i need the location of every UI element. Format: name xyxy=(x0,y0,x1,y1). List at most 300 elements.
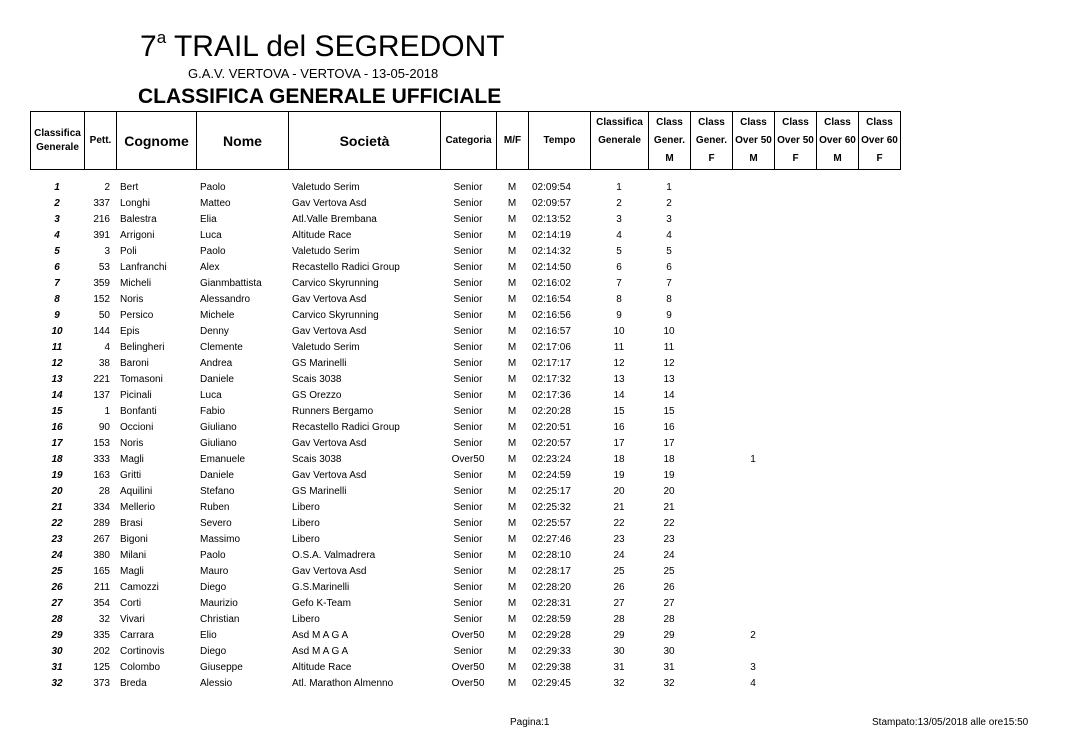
cell-time: 02:17:06 xyxy=(532,342,571,353)
cell-club: GS Marinelli xyxy=(292,358,347,369)
cell-bib: 50 xyxy=(98,310,110,321)
cell-o60-m xyxy=(816,548,858,564)
cell-name: Diego xyxy=(200,646,227,657)
cell-o50-m: 4 xyxy=(750,678,756,689)
cell-name: Andrea xyxy=(200,358,233,369)
cell-sex: M xyxy=(507,550,517,561)
cell-category: Senior xyxy=(453,390,483,401)
cell-club: Altitude Race xyxy=(292,230,352,241)
cell-sex: M xyxy=(507,502,517,513)
cell-category: Over50 xyxy=(451,630,485,641)
cell-o50-f xyxy=(774,436,816,452)
cell-name: Alessio xyxy=(200,678,233,689)
cell-o60-m xyxy=(816,596,858,612)
cell-category: Over50 xyxy=(451,678,485,689)
cell-bib: 333 xyxy=(93,454,110,465)
cell-pos: 24 xyxy=(51,550,63,561)
cell-club: O.S.A. Valmadrera xyxy=(292,550,376,561)
cell-bib: 32 xyxy=(98,614,110,625)
cell-overall: 32 xyxy=(613,678,625,689)
cell-o60-m xyxy=(816,196,858,212)
cell-gen-m: 27 xyxy=(663,598,675,609)
cell-time: 02:20:51 xyxy=(532,422,571,433)
cell-sex: M xyxy=(507,262,517,273)
cell-time: 02:28:31 xyxy=(532,598,571,609)
cell-time: 02:29:33 xyxy=(532,646,571,657)
cell-o60-m xyxy=(816,612,858,628)
cell-gen-m: 20 xyxy=(663,486,675,497)
cell-gen-m: 12 xyxy=(663,358,675,369)
cell-gen-f xyxy=(690,196,732,212)
cell-category: Senior xyxy=(453,342,483,353)
cell-bib: 211 xyxy=(94,582,110,593)
cell-gen-f xyxy=(690,420,732,436)
cell-sex: M xyxy=(507,534,517,545)
cell-category: Senior xyxy=(453,502,483,513)
cell-gen-f xyxy=(690,340,732,356)
cell-gen-m: 8 xyxy=(666,294,672,305)
cell-surname: Balestra xyxy=(120,214,157,225)
cell-o60-f xyxy=(858,324,900,340)
cell-o50-f xyxy=(774,196,816,212)
cell-pos: 8 xyxy=(54,294,60,305)
cell-pos: 2 xyxy=(54,198,60,209)
cell-surname: Bert xyxy=(120,182,139,193)
table-row xyxy=(30,612,900,628)
cell-overall: 31 xyxy=(613,662,625,673)
cell-o60-f xyxy=(858,180,900,196)
cell-pos: 19 xyxy=(51,470,63,481)
cell-category: Senior xyxy=(453,646,483,657)
cell-o50-f xyxy=(774,596,816,612)
cell-club: Recastello Radici Group xyxy=(292,422,400,433)
cell-pos: 10 xyxy=(51,326,63,337)
cell-time: 02:13:52 xyxy=(532,214,571,225)
cell-o50-f xyxy=(774,660,816,676)
results-table xyxy=(30,180,900,692)
cell-sex: M xyxy=(507,246,517,257)
cell-o60-m xyxy=(816,564,858,580)
cell-gen-f xyxy=(690,244,732,260)
cell-o50-f xyxy=(774,564,816,580)
cell-category: Senior xyxy=(453,294,483,305)
cell-o60-m xyxy=(816,372,858,388)
cell-o60-m xyxy=(816,212,858,228)
cell-gen-f xyxy=(690,356,732,372)
cell-gen-m: 19 xyxy=(663,470,675,481)
cell-o50-m xyxy=(732,180,774,196)
col-gen-f: Class Gener. F xyxy=(691,112,733,170)
cell-bib: 163 xyxy=(93,470,110,481)
cell-o60-f xyxy=(858,564,900,580)
cell-surname: Magli xyxy=(120,566,144,577)
cell-pos: 27 xyxy=(51,598,63,609)
cell-overall: 2 xyxy=(616,198,622,209)
cell-bib: 289 xyxy=(93,518,110,529)
cell-bib: 334 xyxy=(93,502,110,513)
cell-gen-f xyxy=(690,628,732,644)
table-row xyxy=(30,500,900,516)
cell-name: Gianmbattista xyxy=(200,278,262,289)
cell-surname: Occioni xyxy=(120,422,154,433)
cell-gen-m: 3 xyxy=(666,214,672,225)
cell-o50-m xyxy=(732,436,774,452)
cell-pos: 29 xyxy=(51,630,63,641)
cell-o60-m xyxy=(816,676,858,692)
cell-o50-m xyxy=(732,196,774,212)
cell-gen-f xyxy=(690,532,732,548)
cell-surname: Tomasoni xyxy=(120,374,163,385)
cell-overall: 5 xyxy=(616,246,622,257)
cell-category: Senior xyxy=(453,406,483,417)
cell-sex: M xyxy=(507,422,517,433)
cell-time: 02:29:28 xyxy=(532,630,571,641)
cell-club: Gefo K-Team xyxy=(292,598,351,609)
cell-gen-m: 17 xyxy=(663,438,675,449)
cell-gen-m: 28 xyxy=(663,614,675,625)
cell-gen-f xyxy=(690,660,732,676)
table-row xyxy=(30,676,900,692)
col-gen-m: Class Gener. M xyxy=(649,112,691,170)
cell-o60-f xyxy=(858,228,900,244)
cell-o50-m xyxy=(732,516,774,532)
cell-o60-m xyxy=(816,500,858,516)
cell-bib: 335 xyxy=(93,630,110,641)
cell-name: Fabio xyxy=(200,406,226,417)
cell-name: Diego xyxy=(200,582,227,593)
cell-overall: 9 xyxy=(616,310,622,321)
cell-surname: Camozzi xyxy=(120,582,159,593)
cell-gen-m: 23 xyxy=(663,534,675,545)
cell-o60-f xyxy=(858,308,900,324)
cell-category: Senior xyxy=(453,614,483,625)
cell-gen-m: 11 xyxy=(663,342,675,353)
event-subtitle: G.A.V. VERTOVA - VERTOVA - 13-05-2018 xyxy=(188,66,439,81)
table-row xyxy=(30,420,900,436)
cell-time: 02:25:17 xyxy=(532,486,571,497)
cell-sex: M xyxy=(507,182,517,193)
col-pos: Classifica Generale xyxy=(31,112,85,170)
cell-o50-f xyxy=(774,340,816,356)
cell-club: Atl.Valle Brembana xyxy=(292,214,377,225)
cell-club: GS Marinelli xyxy=(292,486,347,497)
cell-club: Gav Vertova Asd xyxy=(292,326,367,337)
cell-pos: 6 xyxy=(54,262,60,273)
cell-name: Daniele xyxy=(200,470,234,481)
cell-time: 02:23:24 xyxy=(532,454,571,465)
cell-club: G.S.Marinelli xyxy=(292,582,350,593)
cell-category: Senior xyxy=(453,518,483,529)
cell-o60-f xyxy=(858,628,900,644)
cell-o50-m xyxy=(732,212,774,228)
cell-o60-f xyxy=(858,388,900,404)
cell-o60-m xyxy=(816,484,858,500)
cell-overall: 4 xyxy=(616,230,622,241)
table-row xyxy=(30,644,900,660)
table-row xyxy=(30,532,900,548)
table-row xyxy=(30,660,900,676)
cell-name: Elio xyxy=(200,630,217,641)
cell-category: Senior xyxy=(453,374,483,385)
cell-bib: 152 xyxy=(93,294,110,305)
table-row xyxy=(30,388,900,404)
cell-bib: 137 xyxy=(93,390,110,401)
cell-gen-f xyxy=(690,228,732,244)
cell-name: Luca xyxy=(200,230,222,241)
cell-surname: Brasi xyxy=(120,518,143,529)
cell-gen-f xyxy=(690,676,732,692)
cell-o50-f xyxy=(774,228,816,244)
cell-overall: 22 xyxy=(613,518,625,529)
cell-overall: 10 xyxy=(613,326,625,337)
cell-gen-f xyxy=(690,452,732,468)
cell-o60-m xyxy=(816,532,858,548)
cell-o60-f xyxy=(858,404,900,420)
cell-sex: M xyxy=(507,470,517,481)
cell-gen-m: 26 xyxy=(663,582,675,593)
cell-gen-f xyxy=(690,516,732,532)
table-row xyxy=(30,324,900,340)
table-row xyxy=(30,404,900,420)
cell-o50-f xyxy=(774,516,816,532)
cell-o60-m xyxy=(816,580,858,596)
cell-o50-f xyxy=(774,372,816,388)
cell-time: 02:14:32 xyxy=(532,246,571,257)
cell-pos: 9 xyxy=(54,310,60,321)
cell-o60-m xyxy=(816,404,858,420)
cell-pos: 3 xyxy=(54,214,60,225)
cell-category: Senior xyxy=(453,262,483,273)
cell-name: Michele xyxy=(200,310,235,321)
cell-overall: 24 xyxy=(613,550,625,561)
cell-gen-m: 13 xyxy=(663,374,675,385)
cell-pos: 13 xyxy=(51,374,63,385)
cell-pos: 7 xyxy=(54,278,60,289)
cell-gen-f xyxy=(690,596,732,612)
cell-o60-m xyxy=(816,244,858,260)
cell-name: Severo xyxy=(200,518,232,529)
cell-category: Senior xyxy=(453,582,483,593)
cell-bib: 153 xyxy=(93,438,110,449)
cell-overall: 8 xyxy=(616,294,622,305)
cell-sex: M xyxy=(507,678,517,689)
cell-club: Gav Vertova Asd xyxy=(292,198,367,209)
cell-club: Recastello Radici Group xyxy=(292,262,400,273)
cell-surname: Colombo xyxy=(120,662,161,673)
cell-o50-m xyxy=(732,244,774,260)
cell-gen-m: 7 xyxy=(666,278,672,289)
cell-gen-f xyxy=(690,548,732,564)
cell-time: 02:20:28 xyxy=(532,406,571,417)
cell-o60-f xyxy=(858,340,900,356)
cell-o50-m xyxy=(732,580,774,596)
cell-overall: 18 xyxy=(613,454,625,465)
cell-time: 02:29:45 xyxy=(532,678,571,689)
cell-bib: 4 xyxy=(104,342,110,353)
cell-overall: 15 xyxy=(613,406,625,417)
table-row xyxy=(30,468,900,484)
cell-surname: Noris xyxy=(120,294,144,305)
cell-overall: 20 xyxy=(613,486,625,497)
cell-category: Senior xyxy=(453,598,483,609)
cell-gen-f xyxy=(690,580,732,596)
cell-gen-m: 18 xyxy=(663,454,675,465)
cell-club: Altitude Race xyxy=(292,662,352,673)
cell-club: Libero xyxy=(292,502,320,513)
table-row xyxy=(30,484,900,500)
cell-time: 02:09:54 xyxy=(532,182,571,193)
cell-gen-m: 21 xyxy=(663,502,675,513)
cell-pos: 26 xyxy=(51,582,63,593)
table-row xyxy=(30,276,900,292)
cell-name: Elia xyxy=(200,214,217,225)
cell-pos: 32 xyxy=(51,678,63,689)
cell-o50-f xyxy=(774,180,816,196)
cell-surname: Milani xyxy=(120,550,147,561)
cell-o50-m xyxy=(732,340,774,356)
cell-pos: 16 xyxy=(51,422,63,433)
cell-time: 02:17:17 xyxy=(532,358,571,369)
table-row xyxy=(30,628,900,644)
cell-surname: Picinali xyxy=(120,390,152,401)
cell-club: Libero xyxy=(292,518,320,529)
table-row xyxy=(30,212,900,228)
cell-overall: 26 xyxy=(613,582,625,593)
cell-o50-f xyxy=(774,628,816,644)
cell-club: Scais 3038 xyxy=(292,374,342,385)
cell-o60-f xyxy=(858,420,900,436)
cell-o60-f xyxy=(858,276,900,292)
cell-bib: 165 xyxy=(93,566,110,577)
cell-bib: 373 xyxy=(93,678,110,689)
cell-category: Senior xyxy=(453,486,483,497)
cell-gen-m: 24 xyxy=(663,550,675,561)
table-row xyxy=(30,436,900,452)
cell-name: Christian xyxy=(200,614,240,625)
cell-o60-m xyxy=(816,468,858,484)
cell-gen-f xyxy=(690,468,732,484)
cell-o60-f xyxy=(858,196,900,212)
cell-overall: 17 xyxy=(613,438,625,449)
cell-name: Denny xyxy=(200,326,229,337)
cell-pos: 31 xyxy=(51,662,63,673)
table-row xyxy=(30,596,900,612)
cell-overall: 21 xyxy=(613,502,625,513)
cell-o50-m: 1 xyxy=(750,454,756,465)
cell-time: 02:16:57 xyxy=(532,326,571,337)
cell-gen-m: 30 xyxy=(663,646,675,657)
cell-time: 02:29:38 xyxy=(532,662,571,673)
cell-o50-f xyxy=(774,212,816,228)
cell-pos: 4 xyxy=(54,230,60,241)
cell-name: Paolo xyxy=(200,182,226,193)
cell-name: Clemente xyxy=(200,342,243,353)
cell-o60-f xyxy=(858,548,900,564)
cell-o60-m xyxy=(816,356,858,372)
table-row xyxy=(30,516,900,532)
cell-time: 02:24:59 xyxy=(532,470,571,481)
table-row xyxy=(30,244,900,260)
cell-sex: M xyxy=(507,566,517,577)
cell-sex: M xyxy=(507,358,517,369)
cell-name: Emanuele xyxy=(200,454,246,465)
col-o60-m: Class Over 60 M xyxy=(817,112,859,170)
cell-sex: M xyxy=(507,598,517,609)
cell-overall: 14 xyxy=(613,390,625,401)
cell-o60-f xyxy=(858,436,900,452)
cell-category: Over50 xyxy=(451,662,485,673)
cell-overall: 1 xyxy=(616,182,622,193)
cell-bib: 202 xyxy=(93,646,110,657)
cell-o50-f xyxy=(774,388,816,404)
cell-sex: M xyxy=(507,342,517,353)
cell-category: Senior xyxy=(453,534,483,545)
cell-surname: Aquilini xyxy=(120,486,153,497)
cell-time: 02:28:59 xyxy=(532,614,571,625)
cell-pos: 12 xyxy=(51,358,63,369)
cell-surname: Micheli xyxy=(120,278,152,289)
table-row xyxy=(30,260,900,276)
cell-name: Maurizio xyxy=(200,598,238,609)
cell-o50-f xyxy=(774,532,816,548)
cell-category: Senior xyxy=(453,246,483,257)
cell-o50-f xyxy=(774,548,816,564)
cell-category: Over50 xyxy=(451,454,485,465)
cell-sex: M xyxy=(507,646,517,657)
cell-category: Senior xyxy=(453,358,483,369)
cell-o50-m xyxy=(732,404,774,420)
cell-sex: M xyxy=(507,614,517,625)
cell-o60-m xyxy=(816,644,858,660)
cell-bib: 337 xyxy=(93,198,110,209)
cell-sex: M xyxy=(507,630,517,641)
cell-time: 02:20:57 xyxy=(532,438,571,449)
cell-o60-m xyxy=(816,516,858,532)
cell-name: Ruben xyxy=(200,502,230,513)
cell-sex: M xyxy=(507,662,517,673)
cell-sex: M xyxy=(507,454,517,465)
cell-o60-f xyxy=(858,484,900,500)
cell-o50-f xyxy=(774,260,816,276)
cell-overall: 16 xyxy=(613,422,625,433)
cell-category: Senior xyxy=(453,182,483,193)
cell-o50-m xyxy=(732,484,774,500)
cell-name: Massimo xyxy=(200,534,241,545)
cell-name: Matteo xyxy=(200,198,231,209)
cell-surname: Epis xyxy=(120,326,140,337)
cell-sex: M xyxy=(507,230,517,241)
cell-gen-f xyxy=(690,500,732,516)
cell-gen-f xyxy=(690,276,732,292)
cell-overall: 28 xyxy=(613,614,625,625)
cell-club: Carvico Skyrunning xyxy=(292,310,379,321)
cell-gen-f xyxy=(690,564,732,580)
cell-sex: M xyxy=(507,390,517,401)
cell-o50-f xyxy=(774,244,816,260)
cell-gen-m: 6 xyxy=(666,262,672,273)
cell-overall: 13 xyxy=(613,374,625,385)
cell-gen-f xyxy=(690,388,732,404)
cell-pos: 14 xyxy=(51,390,63,401)
cell-o60-m xyxy=(816,324,858,340)
table-row xyxy=(30,292,900,308)
cell-gen-f xyxy=(690,292,732,308)
cell-bib: 53 xyxy=(98,262,110,273)
page-title: 7$^a$ TRAIL del SEGREDONT xyxy=(140,28,505,63)
cell-o50-m: 2 xyxy=(750,630,756,641)
cell-o50-f xyxy=(774,420,816,436)
cell-o50-f xyxy=(774,500,816,516)
